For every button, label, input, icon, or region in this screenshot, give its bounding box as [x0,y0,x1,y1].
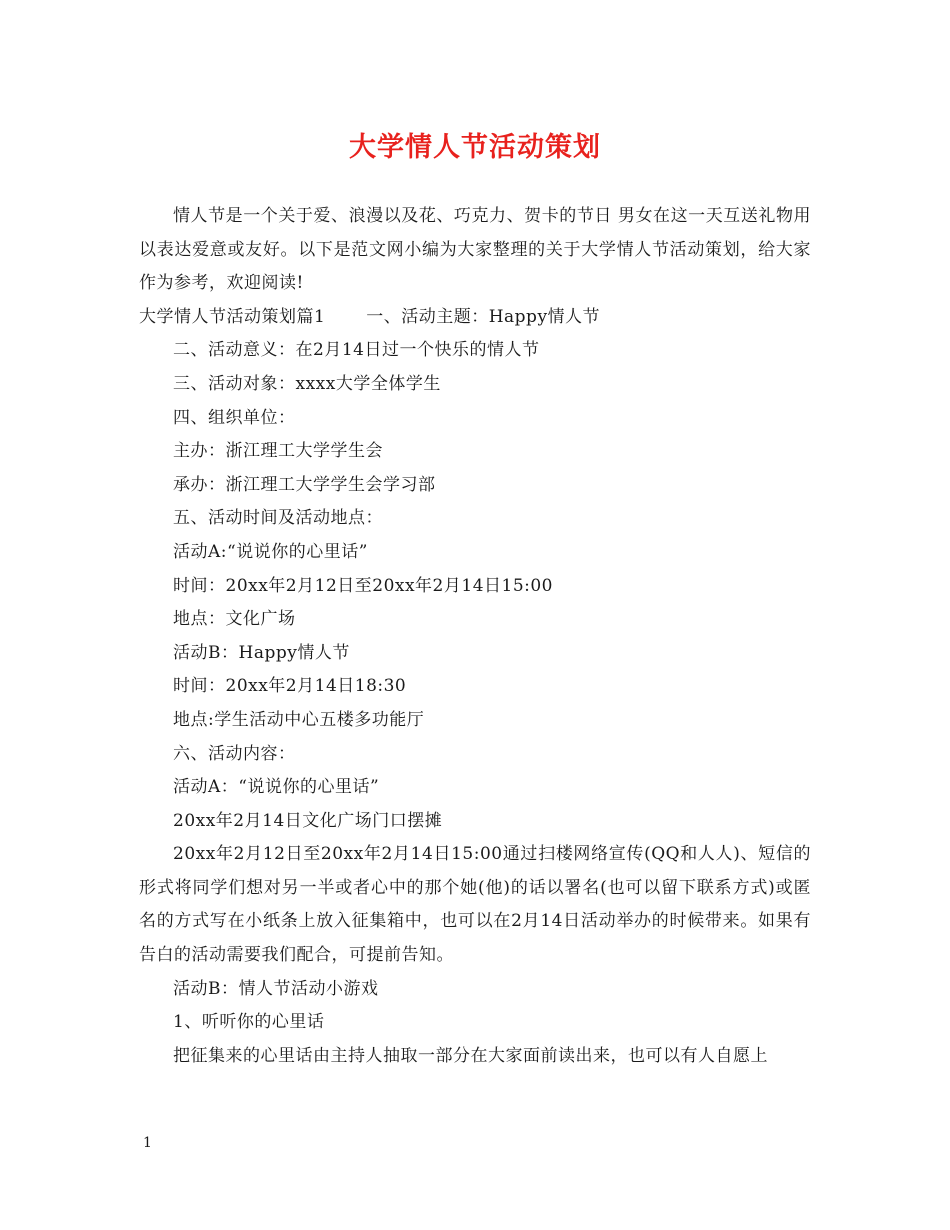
body-paragraph: 四、组织单位： [173,407,296,428]
body-paragraph: 时间：20xx年2月14日18:30 [173,676,407,697]
body-paragraph: 活动A：“说说你的心里话” [173,777,380,798]
document-title: 大学情人节活动策划 [349,132,601,163]
document-body [139,200,811,1073]
body-paragraph: 时间：20xx年2月12日至20xx年2月14日15:00 [173,575,553,596]
body-paragraph: 20xx年2月14日文化广场门口摆摊 [173,810,443,831]
body-paragraph: 活动B：Happy情人节 [173,642,350,663]
body-paragraph: 地点:学生活动中心五楼多功能厅 [173,709,425,730]
body-paragraph: 五、活动时间及活动地点： [173,508,383,529]
body-paragraph: 二、活动意义：在2月14日过一个快乐的情人节 [173,340,540,361]
body-paragraph: 1、听听你的心里话 [173,1012,325,1033]
body-paragraph: 活动B：情人节活动小游戏 [173,978,379,999]
body-paragraph: 把征集来的心里话由主持人抽取一部分在大家面前读出来，也可以有人自愿上 [173,1045,768,1066]
body-paragraph: 地点：文化广场 [173,609,296,630]
body-paragraph: 主办：浙江理工大学学生会 [173,441,383,462]
page-number: 1 [143,1135,152,1151]
body-paragraph: 活动A:“说说你的心里话” [173,541,368,562]
body-paragraph: 六、活动内容： [173,743,296,764]
body-paragraph: 大学情人节活动策划篇1 一、活动主题：Happy情人节 [139,306,601,327]
body-paragraph: 情人节是一个关于爱、浪漫以及花、巧克力、贺卡的节日 男女在这一天互送礼物用以表达爱意或友好。以下是范文网小编为大家整理的关于大学情人节活动策划，给大家作为参考，欢迎阅读! [139,206,811,294]
body-paragraph: 20xx年2月12日至20xx年2月14日15:00通过扫楼网络宣传(QQ和人人)、短信的形式将同学们想对另一半或者心中的那个她(他)的话以署名(也可以留下联系方式)或匿名的方式写在小纸条上放入征集箱中，也可以在2月14日活动举办的时候带来。如果有告白的活动需要我们配合，可提前告知。 [139,844,811,966]
body-paragraph: 三、活动对象：xxxx大学全体学生 [173,373,441,394]
body-paragraph: 承办：浙江理工大学学生会学习部 [173,474,436,495]
